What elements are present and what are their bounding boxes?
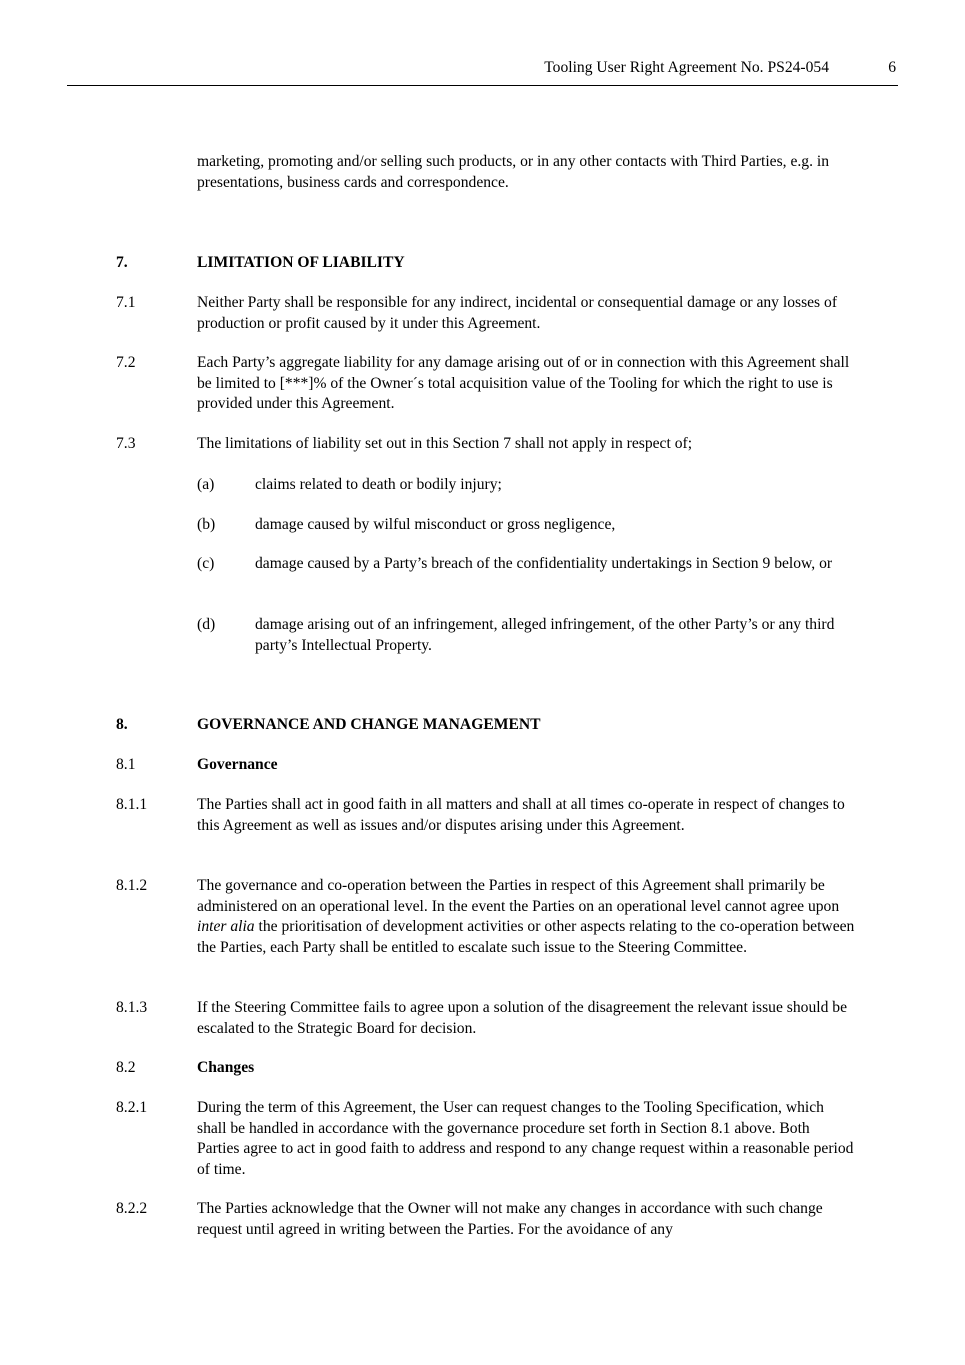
document-title: Tooling User Right Agreement No. PS24-054 [544, 59, 829, 76]
clause-number: 8.1.3 [116, 999, 148, 1016]
sub-item-label: (b) [197, 516, 216, 533]
continuation-text: marketing, promoting and/or selling such products, or in any other contacts with Third Parties, e.g. in presentations, business cards and correspondence. [197, 153, 830, 191]
clause-text-part: the prioritisation of development activities or other aspects relating to the co-operation between the Parties, each Party shall be entitled to escalate such issue to the Steering Committee. [197, 918, 855, 956]
subsection-number: 8.1 [116, 756, 136, 773]
sub-item-text: damage caused by wilful misconduct or gross negligence, [255, 516, 616, 533]
clause-text: The Parties acknowledge that the Owner will not make any changes in accordance with such change request until agreed in writing between the Parties. For the avoidance of any [197, 1200, 823, 1238]
clause-number: 7.1 [116, 294, 136, 311]
clause-number: 7.3 [116, 435, 136, 452]
header-divider [67, 85, 898, 86]
clause-text: During the term of this Agreement, the User can request changes to the Tooling Specification, which shall be handled in accordance with the governance procedure set forth in Section 8.1 above. Both Parties agree to act in good faith to address and respond to any change request within a reasonable period of time. [197, 1099, 854, 1178]
section-number: 7. [116, 254, 128, 271]
subsection-title: Governance [197, 756, 278, 773]
sub-item-label: (a) [197, 476, 215, 493]
section-title: LIMITATION OF LIABILITY [197, 254, 405, 271]
latin-phrase: inter alia [197, 918, 255, 936]
sub-item-text: claims related to death or bodily injury; [255, 476, 502, 493]
clause-number: 8.1.2 [116, 877, 148, 894]
clause-text-part: The governance and co-operation between the Parties in respect of this Agreement shall primarily be administered on an operational level. In the event the Parties on an operational level cannot agree upon [197, 877, 840, 915]
clause-number: 8.2.2 [116, 1200, 148, 1217]
subsection-number: 8.2 [116, 1059, 136, 1076]
clause-number: 8.2.1 [116, 1099, 148, 1116]
clause-text: The limitations of liability set out in this Section 7 shall not apply in respect of; [197, 435, 693, 452]
clause-text [197, 876, 856, 958]
sub-item-text: damage arising out of an infringement, alleged infringement, of the other Party’s or any third party’s Intellectual Property. [255, 616, 835, 654]
clause-number: 8.1.1 [116, 796, 148, 813]
sub-item-label: (d) [197, 616, 216, 633]
section-title: GOVERNANCE AND CHANGE MANAGEMENT [197, 716, 541, 733]
clause-text: Each Party’s aggregate liability for any damage arising out of or in connection with this Agreement shall be limited to [***]% of the Owner´s total acquisition value of the Tooling for which the right to use is provided under this Agreement. [197, 354, 850, 413]
sub-item-label: (c) [197, 555, 215, 572]
subsection-title: Changes [197, 1059, 255, 1076]
clause-text: The Parties shall act in good faith in all matters and shall at all times co-operate in respect of changes to this Agreement as well as issues and/or disputes arising under this Agreement. [197, 796, 845, 834]
clause-text: If the Steering Committee fails to agree upon a solution of the disagreement the relevant issue should be escalated to the Strategic Board for decision. [197, 999, 847, 1037]
clause-number: 7.2 [116, 354, 136, 371]
section-number: 8. [116, 716, 128, 733]
page-number: 6 [888, 59, 896, 76]
clause-text: Neither Party shall be responsible for any indirect, incidental or consequential damage or any losses of production or profit caused by it under this Agreement. [197, 294, 838, 332]
sub-item-text: damage caused by a Party’s breach of the confidentiality undertakings in Section 9 below, or [255, 555, 833, 572]
page-header [67, 58, 898, 80]
